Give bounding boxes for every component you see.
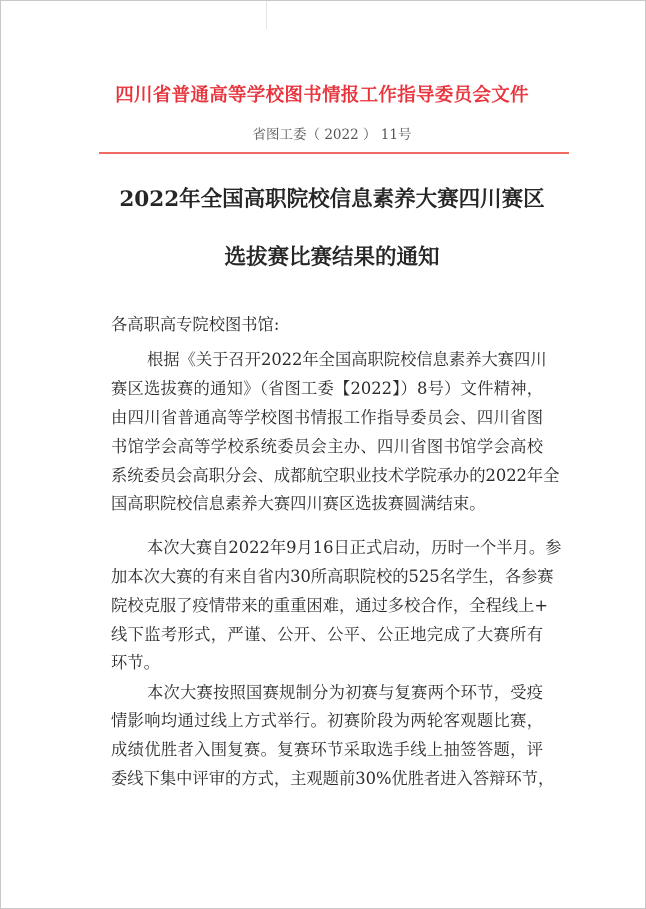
text-line: 环节。	[111, 653, 160, 672]
text-line: 本次大赛按照国赛规制分为初赛与复赛两个环节，受疫	[147, 683, 543, 702]
text-line: 成绩优胜者入围复赛。复赛环节采取选手线上抽签答题，评	[111, 740, 543, 759]
scan-mark	[266, 1, 267, 29]
text-line: 本次大赛自2022年9月16日正式启动，历时一个半月。参	[147, 538, 562, 557]
text-line: 加本次大赛的有来自省内30所高职院校的525名学生，各参赛	[111, 567, 554, 586]
text-line: 线下监考形式，严谨、公开、公平、公正地完成了大赛所有	[111, 625, 543, 644]
text-line: 由四川省普通高等学校图书情报工作指导委员会、四川省图	[111, 408, 543, 427]
document-title-line-2: 选拔赛比赛结果的通知	[224, 245, 440, 270]
text-line: 系统委员会高职分会、成都航空职业技术学院承办的2022年全	[111, 466, 560, 485]
red-divider	[99, 152, 569, 154]
document-number: 省图工委（ 2022 ） 11号	[252, 127, 412, 143]
document-title-line-1: 2022年全国高职院校信息素养大赛四川赛区	[119, 187, 545, 212]
text-line: 院校克服了疫情带来的重重困难，通过多校合作，全程线上+	[111, 596, 548, 615]
issuer-header: 四川省普通高等学校图书情报工作指导委员会文件	[115, 85, 529, 106]
text-line: 赛区选拔赛的通知》（省图工委【2022】）8号）文件精神，	[111, 379, 543, 398]
text-line: 根据《关于召开2022年全国高职院校信息素养大赛四川	[147, 350, 547, 369]
text-line: 情影响均通过线上方式举行。初赛阶段为两轮客观题比赛，	[111, 711, 543, 730]
salutation: 各高职高专院校图书馆:	[111, 315, 280, 334]
text-line: 委线下集中评审的方式，主观题前30%优胜者进入答辩环节，	[111, 769, 555, 788]
text-line: 书馆学会高等学校系统委员会主办、四川省图书馆学会高校	[111, 437, 543, 456]
text-line: 国高职院校信息素养大赛四川赛区选拔赛圆满结束。	[111, 494, 486, 513]
